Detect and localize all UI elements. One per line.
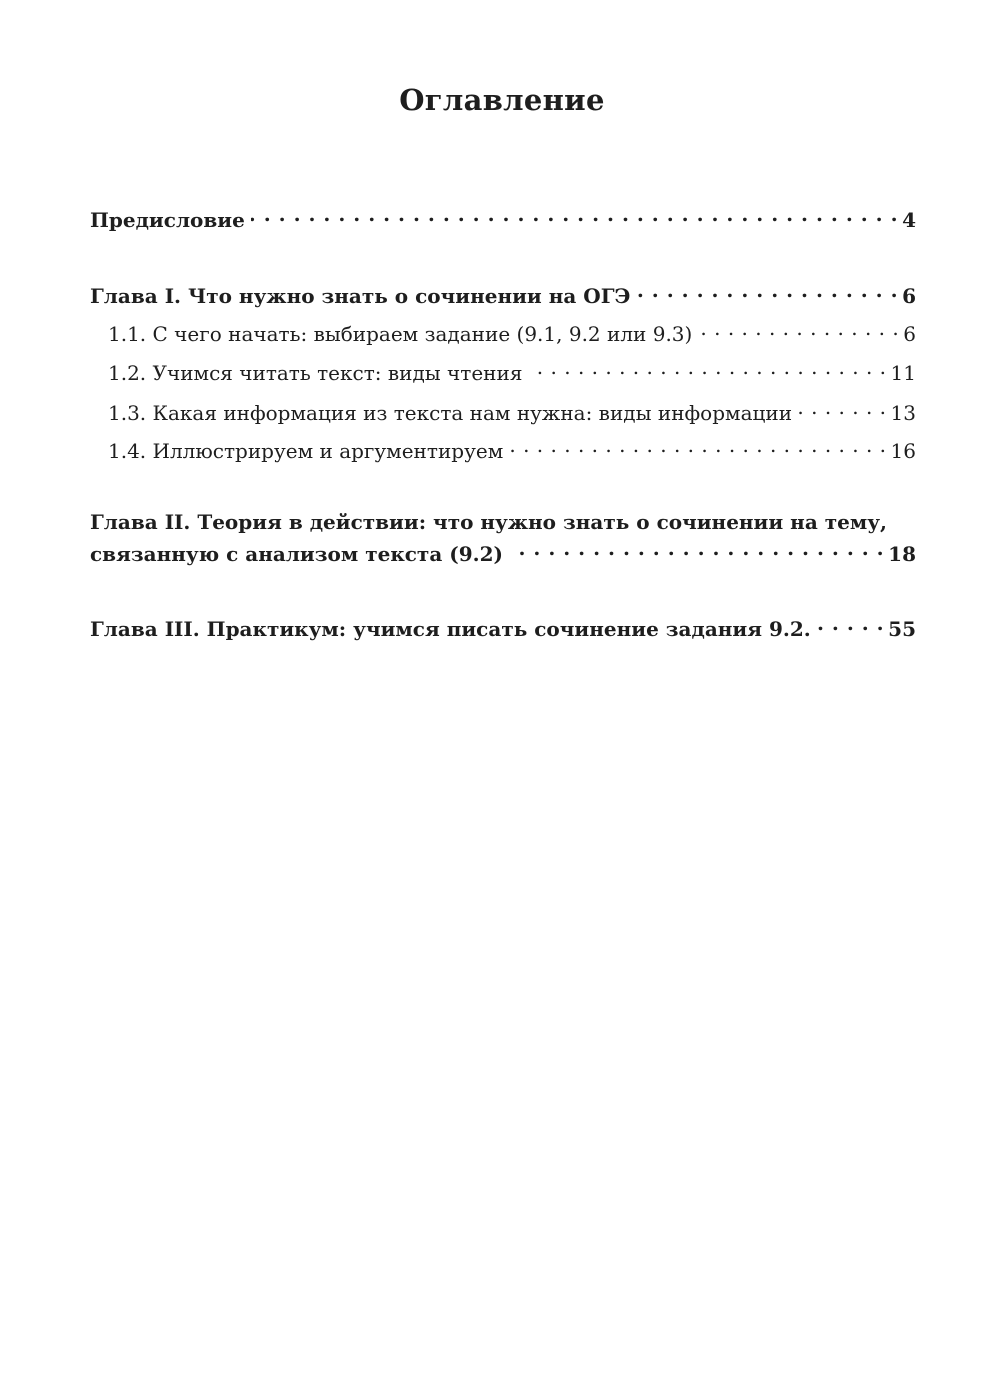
- toc-entry-title: Глава III. Практикум: учимся писать сочинение задания 9.2.: [90, 617, 811, 641]
- toc-entry-title: Глава I. Что нужно знать о сочинении на ОГЭ: [90, 284, 631, 308]
- toc-entry-chapter-3[interactable]: [90, 610, 916, 642]
- toc-entry-title: 1.3. Какая информация из текста нам нужна: виды информации: [108, 401, 793, 425]
- toc-entry-title: Глава II. Теория в действии: что нужно знать о сочинении на тему,: [90, 510, 888, 534]
- toc-entry-chapter-2-line1[interactable]: [90, 509, 916, 535]
- toc-entry-preface[interactable]: [90, 201, 916, 233]
- dot-leader: [698, 315, 899, 341]
- toc-entry-section-1-1[interactable]: [108, 315, 916, 347]
- dot-leader: [528, 354, 886, 380]
- toc-entry-section-1-2[interactable]: [108, 354, 916, 386]
- page-title: Оглавление: [399, 83, 605, 117]
- toc-entry-section-1-3[interactable]: [108, 394, 916, 426]
- dot-leader: [509, 432, 886, 458]
- toc-page-number: 6: [902, 284, 916, 308]
- toc-entry-title: 1.1. С чего начать: выбираем задание (9.1, 9.2 или 9.3): [108, 322, 693, 346]
- dot-leader: [817, 610, 884, 636]
- toc-page-number: 18: [888, 542, 916, 566]
- toc-entry-chapter-1[interactable]: [90, 277, 916, 309]
- toc-entry-title: 1.2. Учимся читать текст: виды чтения: [108, 361, 523, 385]
- toc-entry-title-continued: связанную с анализом текста (9.2): [90, 542, 503, 566]
- toc-page-number: 11: [890, 361, 916, 385]
- toc-page-number: 55: [888, 617, 916, 641]
- toc-page-number: 6: [903, 322, 916, 346]
- dot-leader: [798, 394, 887, 420]
- toc-entry-title: 1.4. Иллюстрируем и аргументируем: [108, 439, 504, 463]
- dot-leader: [509, 535, 884, 561]
- toc-page-number: 16: [890, 439, 916, 463]
- dot-leader: [251, 201, 898, 227]
- toc-entry-chapter-2[interactable]: [90, 535, 916, 567]
- toc-entry-title: Предисловие: [90, 208, 245, 232]
- dot-leader: [636, 277, 898, 303]
- toc-page-number: 4: [902, 208, 916, 232]
- toc-entry-section-1-4[interactable]: [108, 432, 916, 464]
- toc-page-number: 13: [890, 401, 916, 425]
